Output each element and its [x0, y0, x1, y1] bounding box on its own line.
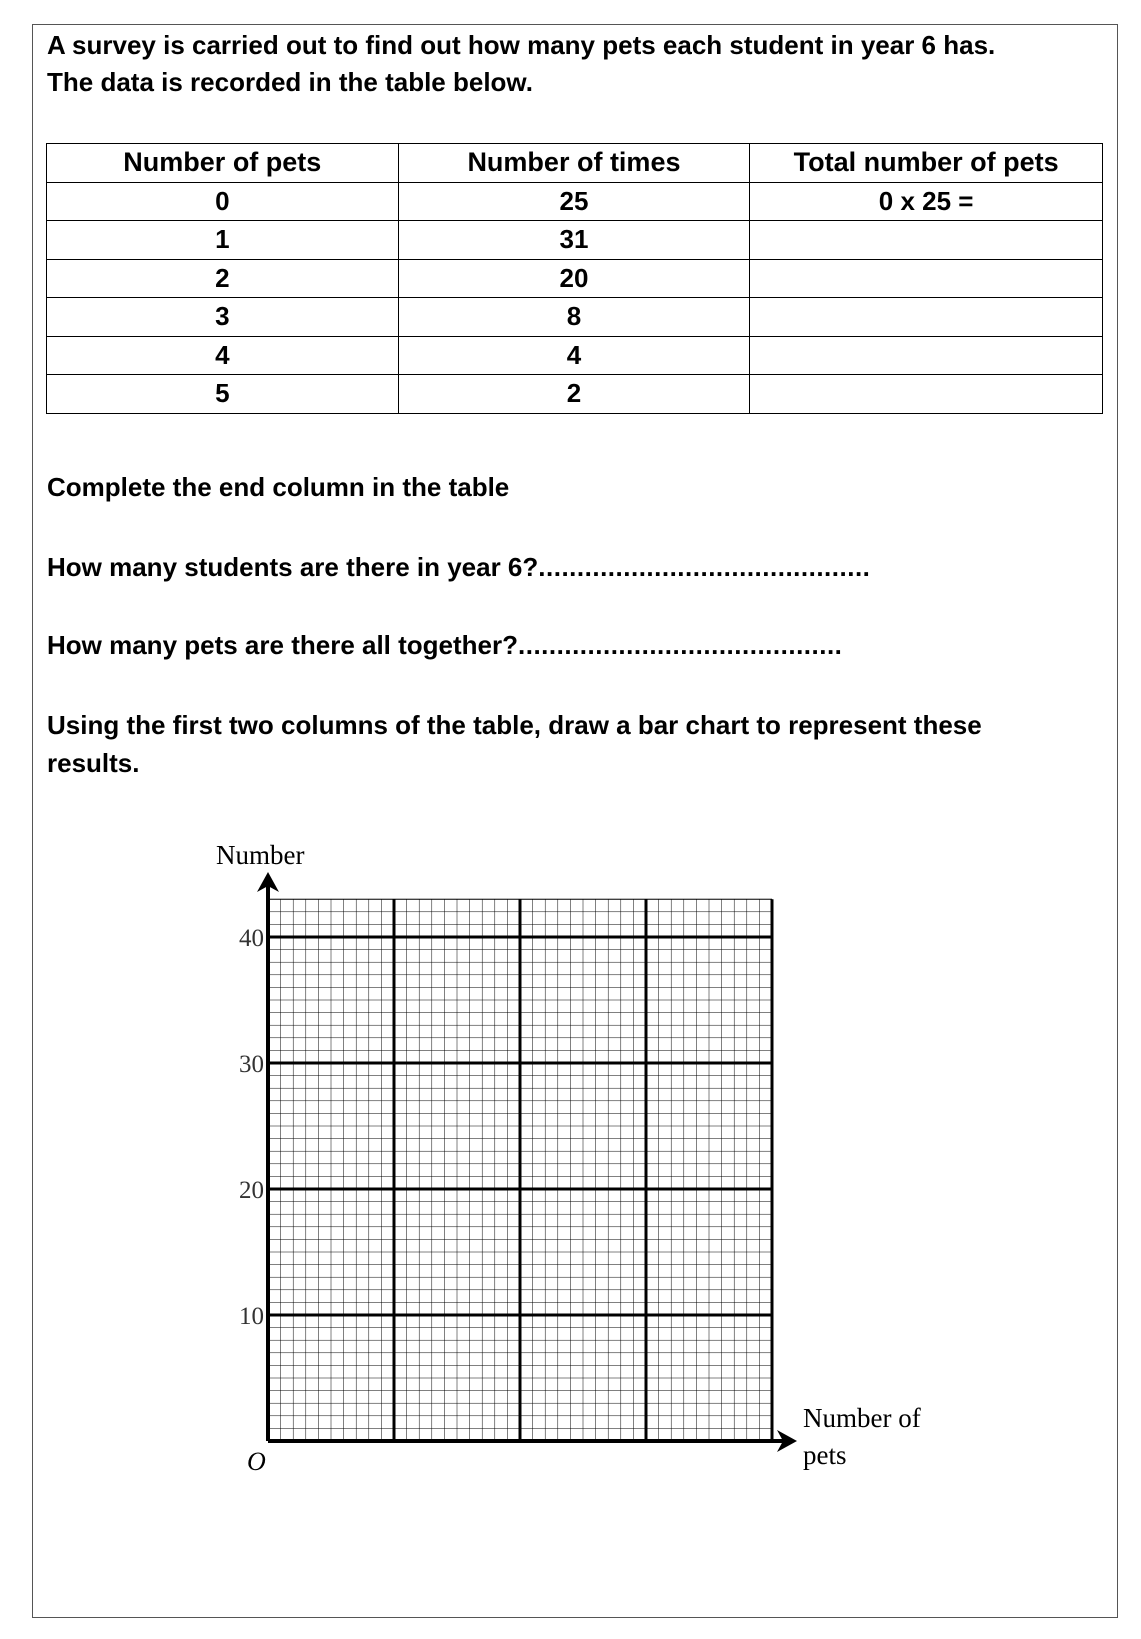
instruction-barchart-line-2: results.	[47, 748, 140, 778]
question-students-text: How many students are there in year 6?	[47, 552, 539, 582]
cell-times: 2	[398, 375, 750, 414]
y-tick-label: 20	[239, 1177, 264, 1204]
y-tick-labels	[239, 925, 264, 1330]
cell-pets: 0	[47, 182, 399, 221]
y-tick-label: 30	[239, 1051, 264, 1078]
intro-line-2: The data is recorded in the table below.	[47, 67, 533, 97]
header-number-of-times: Number of times	[398, 144, 750, 183]
question-pets-text: How many pets are there all together?	[47, 630, 519, 660]
cell-pets: 5	[47, 375, 399, 414]
answer-line-students[interactable]: ...........................................	[538, 552, 871, 582]
instruction-complete-column: Complete the end column in the table	[47, 472, 510, 502]
y-axis-label: Number	[216, 840, 305, 870]
cell-times: 4	[398, 336, 750, 375]
cell-pets: 4	[47, 336, 399, 375]
header-number-of-pets: Number of pets	[47, 144, 399, 183]
cell-pets: 3	[47, 298, 399, 337]
header-total-number-of-pets: Total number of pets	[750, 144, 1103, 183]
cell-times: 25	[398, 182, 750, 221]
cell-times: 20	[398, 259, 750, 298]
axes	[257, 872, 797, 1452]
x-axis-label-line-1: Number of	[803, 1403, 921, 1433]
y-tick-label: 10	[239, 1303, 264, 1330]
instruction-barchart-line-1: Using the first two columns of the table, draw a bar chart to represent these	[47, 710, 982, 740]
cell-total[interactable]: 0 x 25 =	[750, 182, 1103, 221]
x-axis-label-line-2: pets	[803, 1440, 847, 1470]
answer-line-pets[interactable]: ..........................................	[518, 630, 843, 660]
cell-times: 8	[398, 298, 750, 337]
cell-pets: 1	[47, 221, 399, 260]
origin-label: O	[247, 1447, 266, 1476]
cell-times: 31	[398, 221, 750, 260]
intro-line-1: A survey is carried out to find out how many pets each student in year 6 has.	[47, 30, 996, 60]
y-tick-label: 40	[239, 925, 264, 952]
cell-pets: 2	[47, 259, 399, 298]
